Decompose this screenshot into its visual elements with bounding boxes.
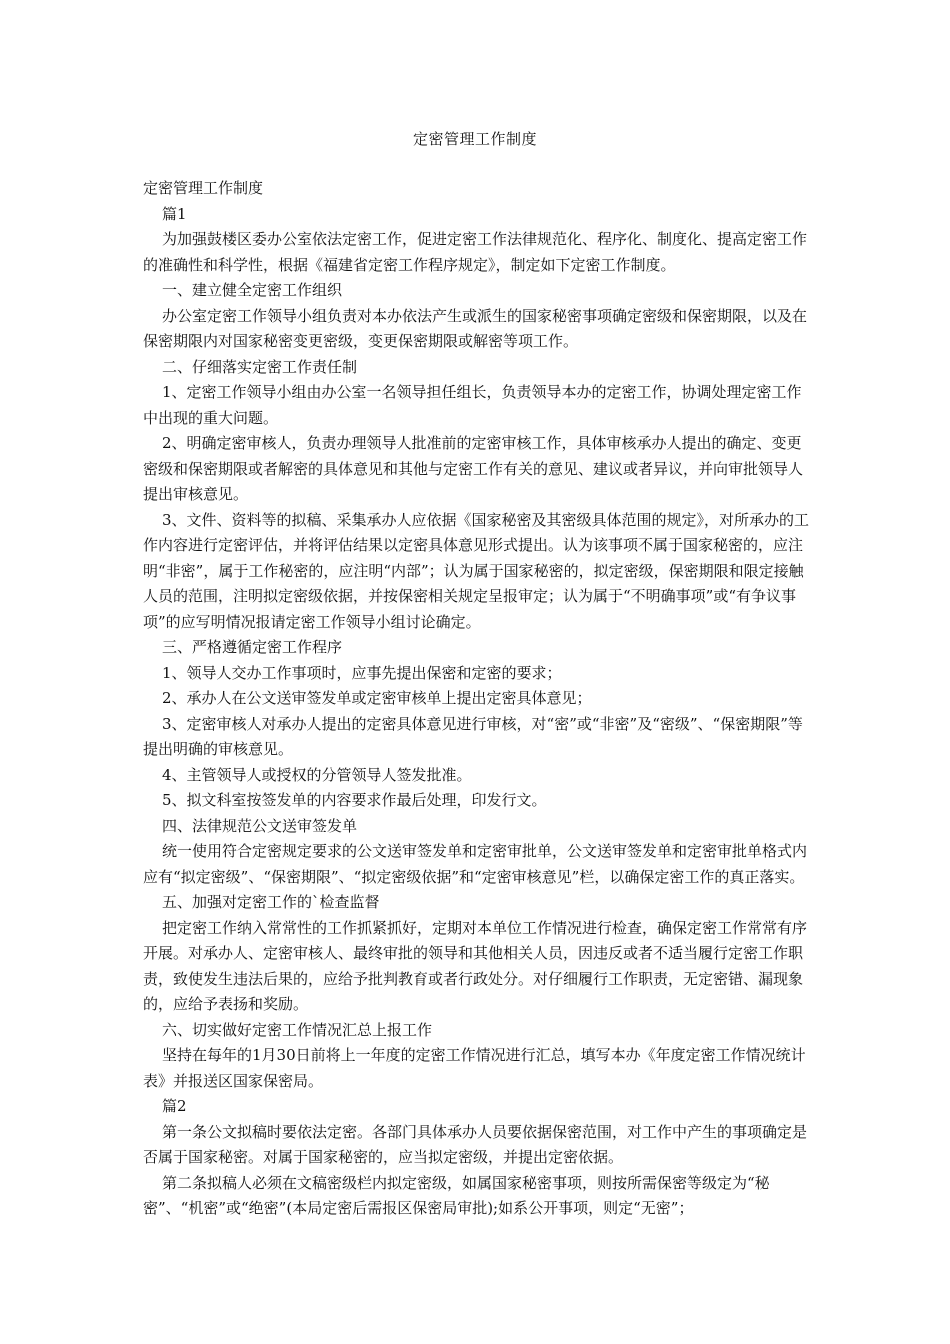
paragraph: 1、领导人交办工作事项时，应事先提出保密和定密的要求； [162,663,562,682]
document-body [143,176,815,1222]
paragraph: 办公室定密工作领导小组负责对本办依法产生或派生的国家秘密事项确定密级和保密期限，以及在保密期限内对国家秘密变更密级，变更保密期限或解密等项工作。 [143,306,808,350]
paragraph: 第二条拟稿人必须在文稿密级栏内拟定密级，如属国家秘密事项，则按所需保密等级定为“秘密”、“机密”或“绝密”(本局定密后需报区保密局审批);如系公开事项，则定“无密”； [143,1173,770,1217]
paragraph: 2、承办人在公文送审签发单或定密审核单上提出定密具体意见； [162,689,592,707]
paragraph: 四、法律规范公文送审签发单 [162,816,358,835]
paragraph: 2、明确定密审核人，负责办理领导人批准前的定密审核工作，具体审核承办人提出的确定、变更密级和保密期限或者解密的具体意见和其他与定密工作有关的意见、建议或者异议，并向审批领导人提出审核意见。 [143,434,804,503]
paragraph: 五、加强对定密工作的`检查监督 [162,893,380,911]
paragraph: 5、拟文科室按签发单的内容要求作最后处理，印发行文。 [162,791,547,809]
paragraph: 坚持在每年的1月30日前将上一年度的定密工作情况进行汇总，填写本办《年度定密工作情况统计表》并报送区国家保密局。 [143,1046,806,1090]
paragraph: 一、建立健全定密工作组织 [162,281,343,299]
page-title: 定密管理工作制度 [412,130,537,148]
paragraph: 定密管理工作制度 [143,179,264,197]
paragraph: 二、仔细落实定密工作责任制 [162,357,358,376]
paragraph: 篇1 [162,204,187,223]
paragraph: 1、定密工作领导小组由办公室一名领导担任组长，负责领导本办的定密工作，协调处理定密工作中出现的重大问题。 [143,383,802,427]
paragraph: 3、定密审核人对承办人提出的定密具体意见进行审核，对“密”或“非密”及“密级”、“保密期限”等提出明确的审核意见。 [143,714,803,758]
paragraph: 把定密工作纳入常常性的工作抓紧抓好，定期对本单位工作情况进行检查，确保定密工作常常有序开展。对承办人、定密审核人、最终审批的领导和其他相关人员，因违反或者不适当履行定密工作职责，致使发生违法后果的，应给予批判教育或者行政处分。对仔细履行工作职责，无定密错、漏现象的，应给予表扬和奖励。 [143,918,808,1013]
paragraph: 六、切实做好定密工作情况汇总上报工作 [162,1020,433,1039]
paragraph: 3、文件、资料等的拟稿、采集承办人应依据《国家秘密及其密级具体范围的规定》，对所承办的工作内容进行定密评估，并将评估结果以定密具体意见形式提出。认为该事项不属于国家秘密的，应注明“非密”，属于工作秘密的，应注明“内部”；认为属于国家秘密的，拟定密级，保密期限和限定接触人员的范围，注明拟定密级依据，并按保密相关规定呈报审定；认为属于“不明确事项”或“有争议事项”的应写明情况报请定密工作领导小组讨论确定。 [143,510,810,631]
paragraph: 为加强鼓楼区委办公室依法定密工作，促进定密工作法律规范化、程序化、制度化、提高定密工作的准确性和科学性，根据《福建省定密工作程序规定》，制定如下定密工作制度。 [143,230,808,274]
paragraph: 三、严格遵循定密工作程序 [162,638,343,656]
paragraph: 统一使用符合定密规定要求的公文送审签发单和定密审批单，公文送审签发单和定密审批单格式内应有“拟定密级”、“保密期限”、“拟定密级依据”和“定密审核意见”栏，以确保定密工作的真正落实。 [143,842,808,886]
paragraph: 篇2 [162,1097,187,1115]
paragraph: 第一条公文拟稿时要依法定密。各部门具体承办人员要依据保密范围，对工作中产生的事项确定是否属于国家秘密。对属于国家秘密的，应当拟定密级，并提出定密依据。 [143,1122,808,1166]
paragraph: 4、主管领导人或授权的分管领导人签发批准。 [162,765,472,784]
